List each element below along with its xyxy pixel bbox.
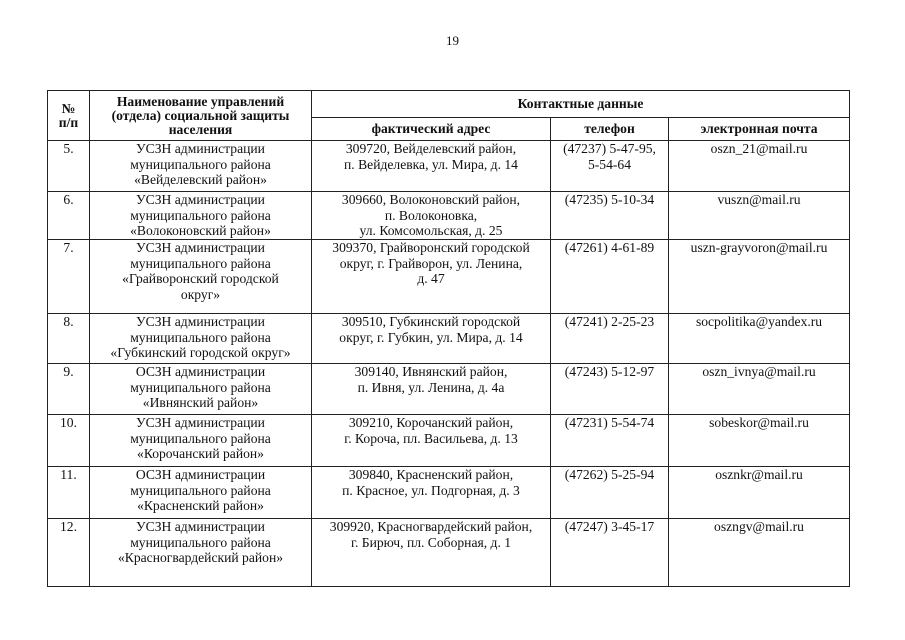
email-link[interactable]: oszn_21@mail.ru [669,141,850,192]
phone-line: 5-54-64 [587,156,632,172]
phone-line: (47247) 3-45-17 [564,519,655,534]
address-line: д. 47 [417,271,445,286]
org-name [90,240,312,314]
phone [551,519,669,587]
phone-line: (47231) 5-54-74 [564,415,655,430]
phone [551,467,669,519]
address-line: 309510, Губкинский городской [341,314,521,329]
org-line: УСЗН администрации [136,240,265,255]
header-phone: телефон [551,118,669,141]
phone [551,141,669,192]
address-line: округ, г. Грайворон, ул. Ленина, [339,255,523,271]
header-num-line: № [61,100,76,116]
header-org-line: (отдела) социальной защиты [111,107,290,123]
org-name [90,364,312,415]
org-line: муниципального района [130,156,271,172]
address-line: 309660, Волоконовский район, [341,192,521,207]
table-row [48,467,850,519]
org-line: «Волоконовский район» [130,223,271,238]
header-row-1 [48,91,850,118]
org-line: УСЗН администрации [136,141,265,156]
address-line: 309720, Вейделевский район, [345,141,517,156]
address-line: п. Красное, ул. Подгорная, д. 3 [342,482,520,498]
org-line: «Корочанский район» [137,446,264,461]
page-number: 19 [446,33,459,48]
org-line: УСЗН администрации [136,519,265,534]
org-line: муниципального района [130,430,271,446]
address-line: п. Волоконовка, [384,207,478,223]
email-link[interactable]: socpolitika@yandex.ru [669,314,850,364]
phone [551,314,669,364]
address [312,519,551,587]
phone-line: (47235) 5-10-34 [564,192,655,207]
header-contacts: Контактные данные [312,91,850,118]
org-line: УСЗН администрации [136,192,265,207]
header-org [90,91,312,141]
address [312,314,551,364]
header-num [48,91,90,141]
email-link[interactable]: osznkr@mail.ru [669,467,850,519]
header-num-line: п/п [58,114,79,130]
org-name [90,192,312,240]
phone-line: (47262) 5-25-94 [564,467,655,482]
org-line: муниципального района [130,534,271,550]
phone [551,415,669,467]
row-number: 9. [48,364,90,415]
org-name [90,314,312,364]
org-line: «Ивнянский район» [142,395,259,410]
header-org-line: Наименование управлений [116,93,285,109]
org-name [90,141,312,192]
address-line: округ, г. Губкин, ул. Мира, д. 14 [339,329,523,345]
phone [551,364,669,415]
table-row [48,314,850,364]
address-line: 309920, Красногвардейский район, [329,519,533,534]
table-row [48,192,850,240]
address-line: п. Ивня, ул. Ленина, д. 4а [357,379,505,395]
org-name [90,467,312,519]
table-row [48,240,850,314]
address [312,415,551,467]
phone-line: (47261) 4-61-89 [564,240,655,255]
phone-line: (47237) 5-47-95, [563,141,656,156]
org-line: «Грайворонский городской [122,271,279,286]
address-line: 309840, Красненский район, [348,467,514,482]
address-line: г. Бирюч, пл. Соборная, д. 1 [350,534,512,550]
phone [551,192,669,240]
org-line: округ» [180,286,221,302]
org-line: «Губкинский городской округ» [110,345,291,360]
org-line: муниципального района [130,207,271,223]
address-line: 309370, Грайворонский городской [332,240,530,255]
org-line: «Красногвардейский район» [117,550,284,565]
address [312,192,551,240]
org-name [90,519,312,587]
phone-line: (47241) 2-25-23 [564,314,655,329]
header-email: электронная почта [669,118,850,141]
email-link[interactable]: uszn-grayvoron@mail.ru [669,240,850,314]
address [312,141,551,192]
address-line: г. Короча, пл. Васильева, д. 13 [344,430,518,446]
phone-line: (47243) 5-12-97 [564,364,655,379]
row-number: 6. [48,192,90,240]
address-line: п. Вейделевка, ул. Мира, д. 14 [344,156,518,172]
org-name [90,415,312,467]
header-address: фактический адрес [312,118,551,141]
org-line: муниципального района [130,255,271,271]
address-line: ул. Комсомольская, д. 25 [359,223,503,238]
row-number: 10. [48,415,90,467]
org-line: «Красненский район» [137,498,264,513]
header-org-line: населения [168,121,233,137]
org-line: УСЗН администрации [136,314,265,329]
row-number: 12. [48,519,90,587]
org-line: ОСЗН администрации [135,467,266,482]
address [312,240,551,314]
email-link[interactable]: oszn_ivnya@mail.ru [669,364,850,415]
org-line: ОСЗН администрации [135,364,266,379]
row-number: 8. [48,314,90,364]
email-link[interactable]: vuszn@mail.ru [669,192,850,240]
org-line: муниципального района [130,379,271,395]
address [312,364,551,415]
row-number: 11. [48,467,90,519]
email-link[interactable]: oszngv@mail.ru [669,519,850,587]
org-line: «Вейделевский район» [134,172,267,187]
row-number: 5. [48,141,90,192]
org-line: УСЗН администрации [136,415,265,430]
phone [551,240,669,314]
table-row [48,519,850,587]
contacts-table [47,90,850,587]
org-line: муниципального района [130,329,271,345]
address-line: 309140, Ивнянский район, [354,364,508,379]
table-row [48,415,850,467]
table-row [48,141,850,192]
email-link[interactable]: sobeskor@mail.ru [669,415,850,467]
table-row [48,364,850,415]
address-line: 309210, Корочанский район, [348,415,514,430]
org-line: муниципального района [130,482,271,498]
row-number: 7. [48,240,90,314]
address [312,467,551,519]
